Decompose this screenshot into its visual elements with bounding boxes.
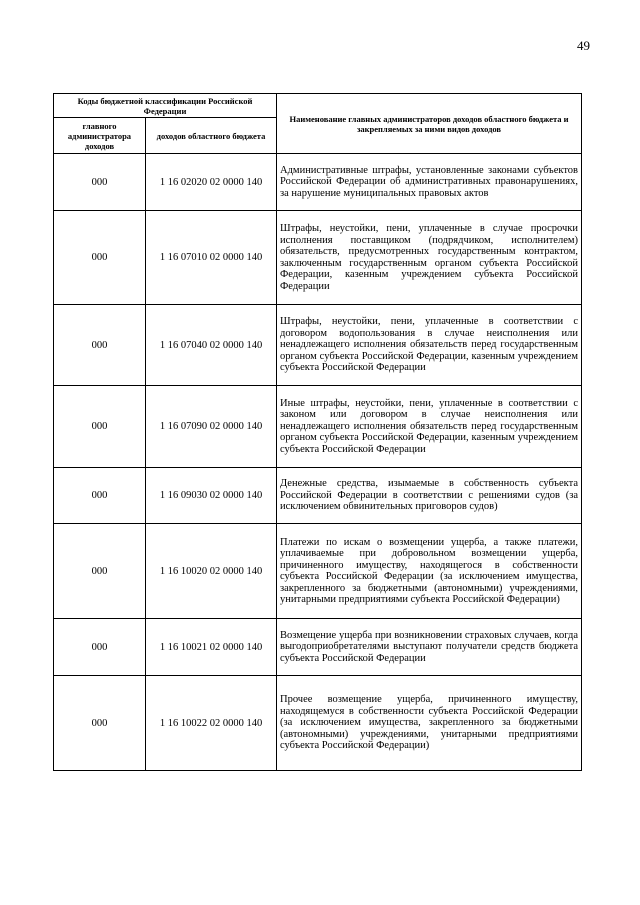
name-column-header: Наименование главных администраторов доходов областного бюджета и закрепляемых за ними видов доходов xyxy=(277,94,582,154)
description-cell: Возмещение ущерба при возникновении страховых случаев, когда выгодоприобретателями выступают получатели средств бюджета субъекта Российской Федерации xyxy=(277,619,582,676)
page-number: 49 xyxy=(577,38,590,53)
table-row xyxy=(54,305,582,386)
description-cell: Штрафы, неустойки, пени, уплаченные в случае просрочки исполнения поставщиком (подрядчиком, исполнителем) обязательств, предусмотренных государственным контрактом, заключенным государственным органом субъекта Российской Федерации, казенным учреждением субъекта Российской Федерации xyxy=(277,211,582,305)
description-cell: Прочее возмещение ущерба, причиненного имуществу, находящемуся в собственности субъекта Российской Федерации (за исключением имущества, закрепленного за бюджетными (автономными) учреждениями, унитарными предприятиями субъекта Российской Федерации) xyxy=(277,676,582,771)
revenue-codes-table xyxy=(53,93,582,771)
description-cell: Платежи по искам о возмещении ущерба, а также платежи, уплачиваемые при добровольном возмещении ущерба, причиненного имуществу, находящегося в собственности субъекта Российской Федерации (за исключением имущества, закрепленного за бюджетными (автономными) учреждениями, унитарными предприятиями субъекта Российской Федерации) xyxy=(277,524,582,619)
revenue-code-cell: 1 16 10021 02 0000 140 xyxy=(146,619,277,676)
admin-code-cell: 000 xyxy=(54,386,146,468)
revenue-code-cell: 1 16 02020 02 0000 140 xyxy=(146,154,277,211)
admin-code-cell: 000 xyxy=(54,524,146,619)
admin-code-cell: 000 xyxy=(54,468,146,524)
revenue-code-cell: 1 16 10020 02 0000 140 xyxy=(146,524,277,619)
revenue-code-cell: 1 16 07090 02 0000 140 xyxy=(146,386,277,468)
admin-code-cell: 000 xyxy=(54,154,146,211)
table-row xyxy=(54,154,582,211)
table-row xyxy=(54,468,582,524)
admin-code-cell: 000 xyxy=(54,676,146,771)
table-row xyxy=(54,211,582,305)
table-row xyxy=(54,676,582,771)
table-row xyxy=(54,524,582,619)
admin-code-cell: 000 xyxy=(54,305,146,386)
description-cell: Денежные средства, изымаемые в собственность субъекта Российской Федерации в соответствии с решениями судов (за исключением обвинительных приговоров судов) xyxy=(277,468,582,524)
admin-column-header: главного администратора доходов xyxy=(54,118,146,154)
description-cell: Штрафы, неустойки, пени, уплаченные в соответствии с договором водопользования в случае неисполнения или ненадлежащего исполнения обязательств перед государственным органом субъекта Российской Федерации, казенным учреждением субъекта Российской Федерации xyxy=(277,305,582,386)
description-cell: Административные штрафы, установленные законами субъектов Российской Федерации об административных правонарушениях, за нарушение муниципальных правовых актов xyxy=(277,154,582,211)
revenue-code-cell: 1 16 07040 02 0000 140 xyxy=(146,305,277,386)
admin-code-cell: 000 xyxy=(54,619,146,676)
description-cell: Иные штрафы, неустойки, пени, уплаченные в соответствии с законом или договором в случае неисполнения или ненадлежащего исполнения обязательств перед государственным органом субъекта Российской Федерации, казенным учреждением субъекта Российской Федерации xyxy=(277,386,582,468)
revenue-code-column-header: доходов областного бюджета xyxy=(146,118,277,154)
admin-code-cell: 000 xyxy=(54,211,146,305)
table-row xyxy=(54,619,582,676)
revenue-code-cell: 1 16 09030 02 0000 140 xyxy=(146,468,277,524)
classification-group-header: Коды бюджетной классификации Российской Федерации xyxy=(54,94,277,118)
revenue-code-cell: 1 16 10022 02 0000 140 xyxy=(146,676,277,771)
table-row xyxy=(54,386,582,468)
revenue-code-cell: 1 16 07010 02 0000 140 xyxy=(146,211,277,305)
